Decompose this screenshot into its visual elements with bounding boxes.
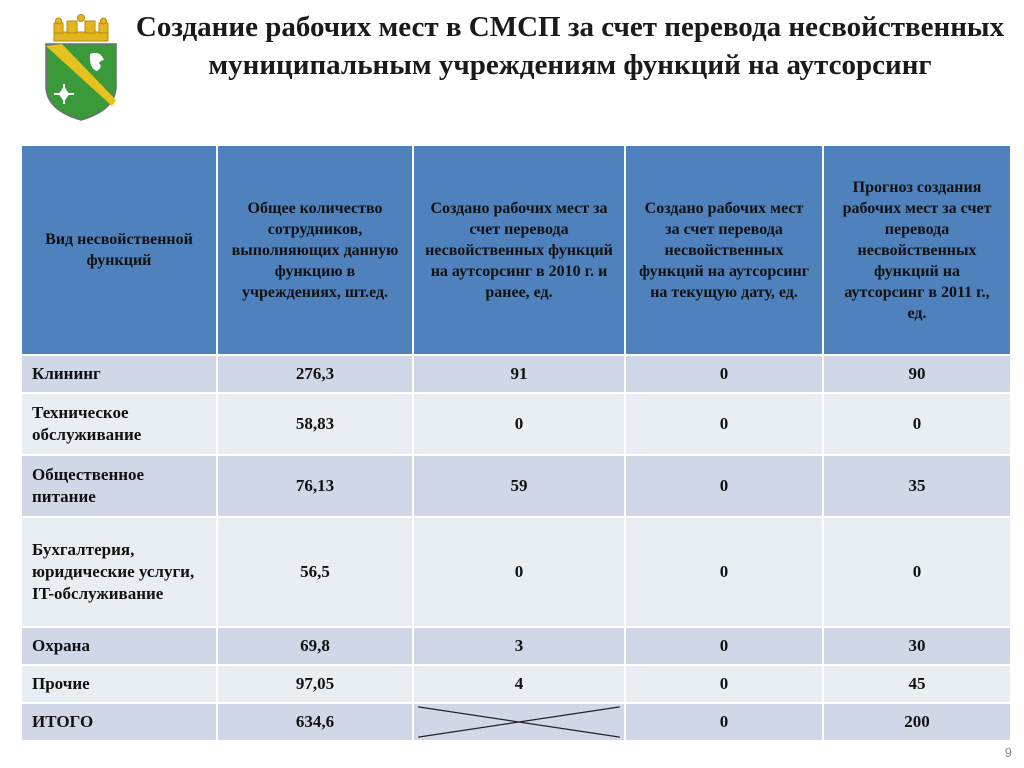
cell-function: Прочие <box>21 665 217 703</box>
table-row <box>21 393 1011 455</box>
cell-function: Клининг <box>21 355 217 393</box>
cell-forecast-2011: 0 <box>823 517 1011 627</box>
cell-total: 97,05 <box>217 665 413 703</box>
cell-created-current: 0 <box>625 355 823 393</box>
table-total-row <box>21 703 1011 741</box>
cell-forecast-2011: 30 <box>823 627 1011 665</box>
table-row <box>21 455 1011 517</box>
cell-created-2010: 4 <box>413 665 625 703</box>
cell-created-current: 0 <box>625 703 823 741</box>
cell-created-current: 0 <box>625 665 823 703</box>
header-forecast-2011: Прогноз создания рабочих мест за счет перевода несвойственных функций на аутсорсинг в 2011 г., ед. <box>823 145 1011 355</box>
cell-created-2010: 59 <box>413 455 625 517</box>
coat-of-arms-icon <box>40 14 122 122</box>
cell-created-2010: 91 <box>413 355 625 393</box>
cell-function: Охрана <box>21 627 217 665</box>
cell-total: 56,5 <box>217 517 413 627</box>
cell-forecast-2011: 35 <box>823 455 1011 517</box>
header-created-current: Создано рабочих мест за счет перевода несвойственных функций на аутсорсинг на текущую дату, ед. <box>625 145 823 355</box>
cell-function: Техническое обслуживание <box>21 393 217 455</box>
cell-forecast-2011: 200 <box>823 703 1011 741</box>
cell-created-current: 0 <box>625 455 823 517</box>
cell-total: 634,6 <box>217 703 413 741</box>
page-title: Создание рабочих мест в СМСП за счет перевода несвойственных муниципальным учреждениям функций на аутсорсинг <box>135 11 1005 81</box>
outsourcing-table <box>20 144 1010 742</box>
cell-forecast-2011: 0 <box>823 393 1011 455</box>
table-row <box>21 355 1011 393</box>
cell-created-2010: 0 <box>413 393 625 455</box>
table-row <box>21 665 1011 703</box>
cell-function: Общественное питание <box>21 455 217 517</box>
header-created-2010: Создано рабочих мест за счет перевода несвойственных функций на аутсорсинг в 2010 г. и ранее, ед. <box>413 145 625 355</box>
cell-created-current: 0 <box>625 517 823 627</box>
cross-lines <box>414 704 624 740</box>
cell-total: 69,8 <box>217 627 413 665</box>
cell-total: 58,83 <box>217 393 413 455</box>
table-row <box>21 627 1011 665</box>
header-total: Общее количество сотрудников, выполняющих данную функцию в учреждениях, шт.ед. <box>217 145 413 355</box>
cell-forecast-2011: 90 <box>823 355 1011 393</box>
cell-total: 76,13 <box>217 455 413 517</box>
cell-function: Бухгалтерия, юридические услуги, IT-обслуживание <box>21 517 217 627</box>
cell-total: 276,3 <box>217 355 413 393</box>
cell-created-current: 0 <box>625 393 823 455</box>
table-row <box>21 517 1011 627</box>
crossed-out-cell <box>413 703 625 741</box>
header-function: Вид несвойственной функций <box>21 145 217 355</box>
cell-created-2010: 0 <box>413 517 625 627</box>
cell-forecast-2011: 45 <box>823 665 1011 703</box>
cell-created-2010: 3 <box>413 627 625 665</box>
cell-created-current: 0 <box>625 627 823 665</box>
table-header-row <box>21 145 1011 355</box>
page-number: 9 <box>1004 745 1012 760</box>
cell-function: ИТОГО <box>21 703 217 741</box>
